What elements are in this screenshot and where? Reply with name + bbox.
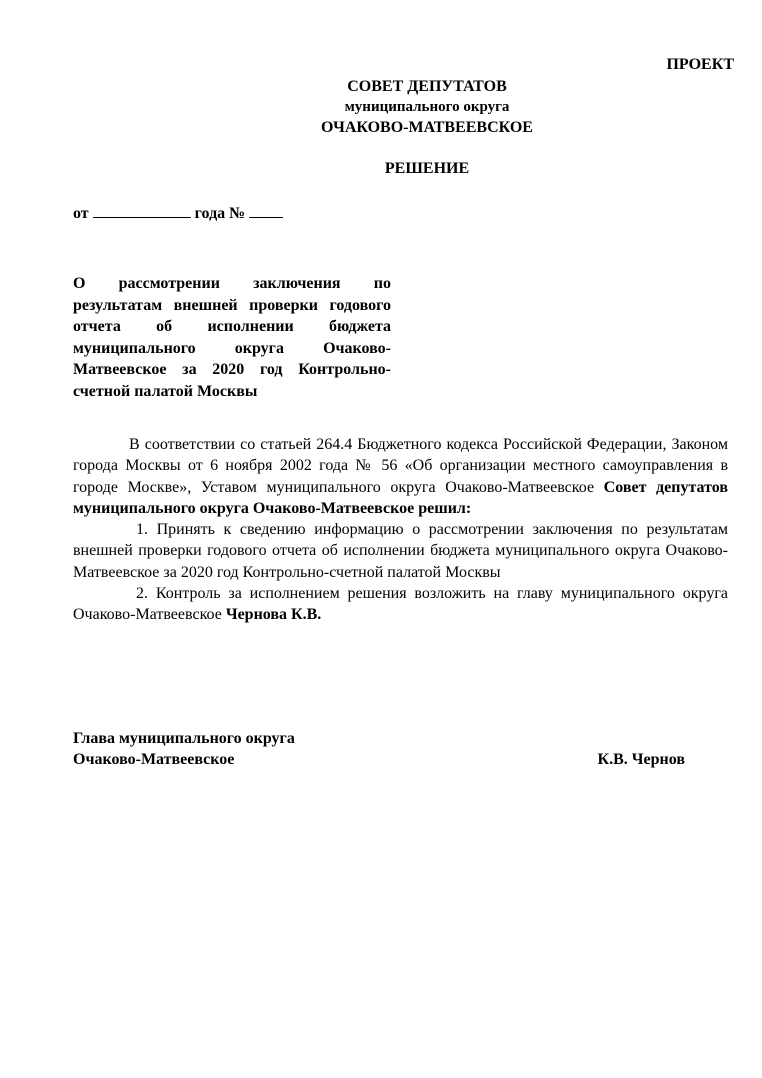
decision-item-2-name: Чернова К.В. bbox=[225, 606, 322, 624]
decision-item-2-text: 2. Контроль за исполнением решения возложить на главу муниципального округа Очаково-Матвеевское bbox=[73, 585, 728, 624]
signatory-name: К.В. Чернов bbox=[597, 751, 685, 768]
decision-title: РЕШЕНИЕ bbox=[384, 160, 470, 177]
district-name: ОЧАКОВО-МАТВЕЕВСКОЕ bbox=[321, 119, 533, 136]
date-blank bbox=[93, 203, 191, 218]
preamble-text: В соответствии со статьей 264.4 Бюджетного кодекса Российской Федерации, Законом города Москвы от 6 ноября 2002 года № 56 «Об организации местного самоуправления в городе Москве», Уставом муниципального округа Очаково-Матвеевское bbox=[73, 436, 728, 496]
decision-item-2 bbox=[73, 583, 728, 626]
preamble-paragraph bbox=[73, 434, 728, 519]
date-from-label: от bbox=[73, 205, 89, 222]
signature-position-line1: Глава муниципального округа bbox=[73, 730, 295, 747]
council-title: СОВЕТ ДЕПУТАТОВ bbox=[347, 78, 507, 95]
number-blank bbox=[249, 203, 283, 218]
decision-subject: О рассмотрении заключения по результатам внешней проверки годового отчета об исполнении бюджета муниципального округа Очаково-Матвеевское за 2020 год Контрольно-счетной палатой Москвы bbox=[73, 275, 391, 400]
decision-item-1: 1. Принять к сведению информацию о рассмотрении заключения по результатам внешней проверки годового отчета об исполнении бюджета муниципального округа Очаково-Матвеевское за 2020 год Контрольно-счетной палатой Москвы bbox=[73, 521, 728, 581]
district-type: муниципального округа bbox=[344, 99, 510, 115]
draft-label: ПРОЕКТ bbox=[666, 56, 734, 73]
signature-row bbox=[73, 749, 685, 770]
decision-body bbox=[73, 434, 728, 626]
preamble-resolution: Совет депутатов муниципального округа Очаково-Матвеевское решил: bbox=[73, 478, 728, 517]
date-line bbox=[73, 203, 283, 223]
signature-position-line2: Очаково-Матвеевское bbox=[73, 751, 235, 768]
date-year-number-label: года № bbox=[194, 205, 246, 222]
signature-block bbox=[73, 728, 685, 770]
